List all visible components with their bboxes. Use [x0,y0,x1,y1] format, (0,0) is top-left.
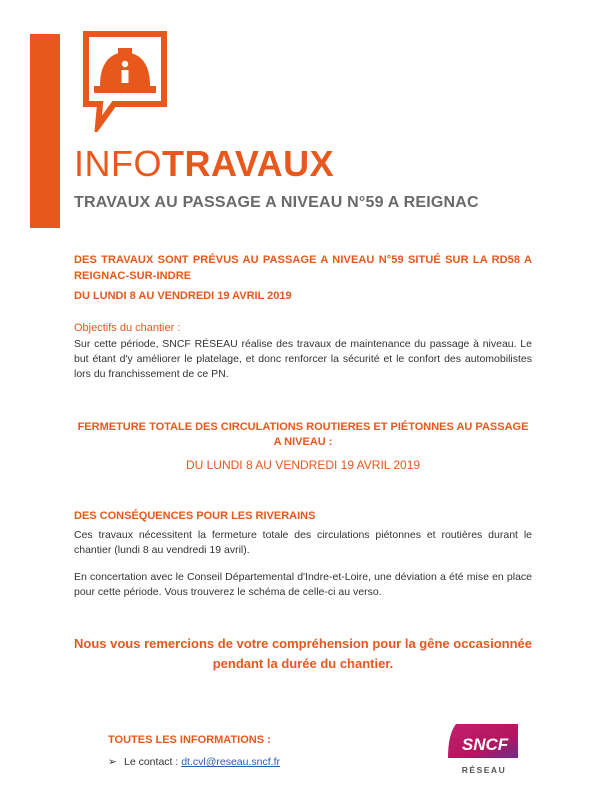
closure-dates: DU LUNDI 8 AU VENDREDI 19 AVRIL 2019 [185,458,421,472]
contact-line [108,756,280,768]
headline: DES TRAVAUX SONT PRÉVUS AU PASSAGE A NIVEAU N°59 SITUÉ SUR LA RD58 A REIGNAC-SUR-INDRE [74,254,532,282]
dates-primary: DU LUNDI 8 AU VENDREDI 19 AVRIL 2019 [74,290,292,302]
closure-title: FERMETURE TOTALE DES CIRCULATIONS ROUTIERES ET PIÉTONNES AU PASSAGE A NIVEAU : [77,421,529,448]
info-title: TOUTES LES INFORMATIONS : [108,734,271,746]
sncf-reseau-logo [442,720,522,778]
consequences-para-1: Ces travaux nécessitent la fermeture totale des circulations piétonnes et routières durant le chantier (lundi 8 au vendredi 19 avril). [74,529,532,556]
title-light: INFO [74,143,162,184]
contact-email-link[interactable]: dt.cvl@reseau.sncf.fr [181,756,280,768]
thanks-message: Nous vous remercions de votre compréhension pour la gêne occasionnée pendant la durée du chantier. [74,636,533,671]
page-title [74,144,334,184]
hard-hat-info-icon [80,28,170,132]
accent-bar [30,34,60,228]
page-subtitle: TRAVAUX AU PASSAGE A NIVEAU N°59 A REIGNAC [74,194,479,211]
contact-label: Le contact : [124,756,182,768]
consequences-para-2: En concertation avec le Conseil Départemental d'Indre-et-Loire, une déviation a été mise en place pour cette période. Vous trouverez le schéma de celle-ci au verso. [74,571,532,598]
svg-text:SNCF: SNCF [461,735,509,754]
objectives-text: Sur cette période, SNCF RÉSEAU réalise des travaux de maintenance du passage à niveau. Le but étant d'y améliorer le platelage, et donc renforcer la sécurité et le confort des automobilistes lors du franchissement de ce PN. [74,338,532,380]
arrow-right-icon: ➢ [108,756,117,768]
consequences-title: DES CONSÉQUENCES POUR LES RIVERAINS [74,510,316,522]
svg-text:RÉSEAU: RÉSEAU [461,765,507,775]
title-bold: TRAVAUX [162,143,335,184]
objectives-label: Objectifs du chantier : [74,322,181,334]
